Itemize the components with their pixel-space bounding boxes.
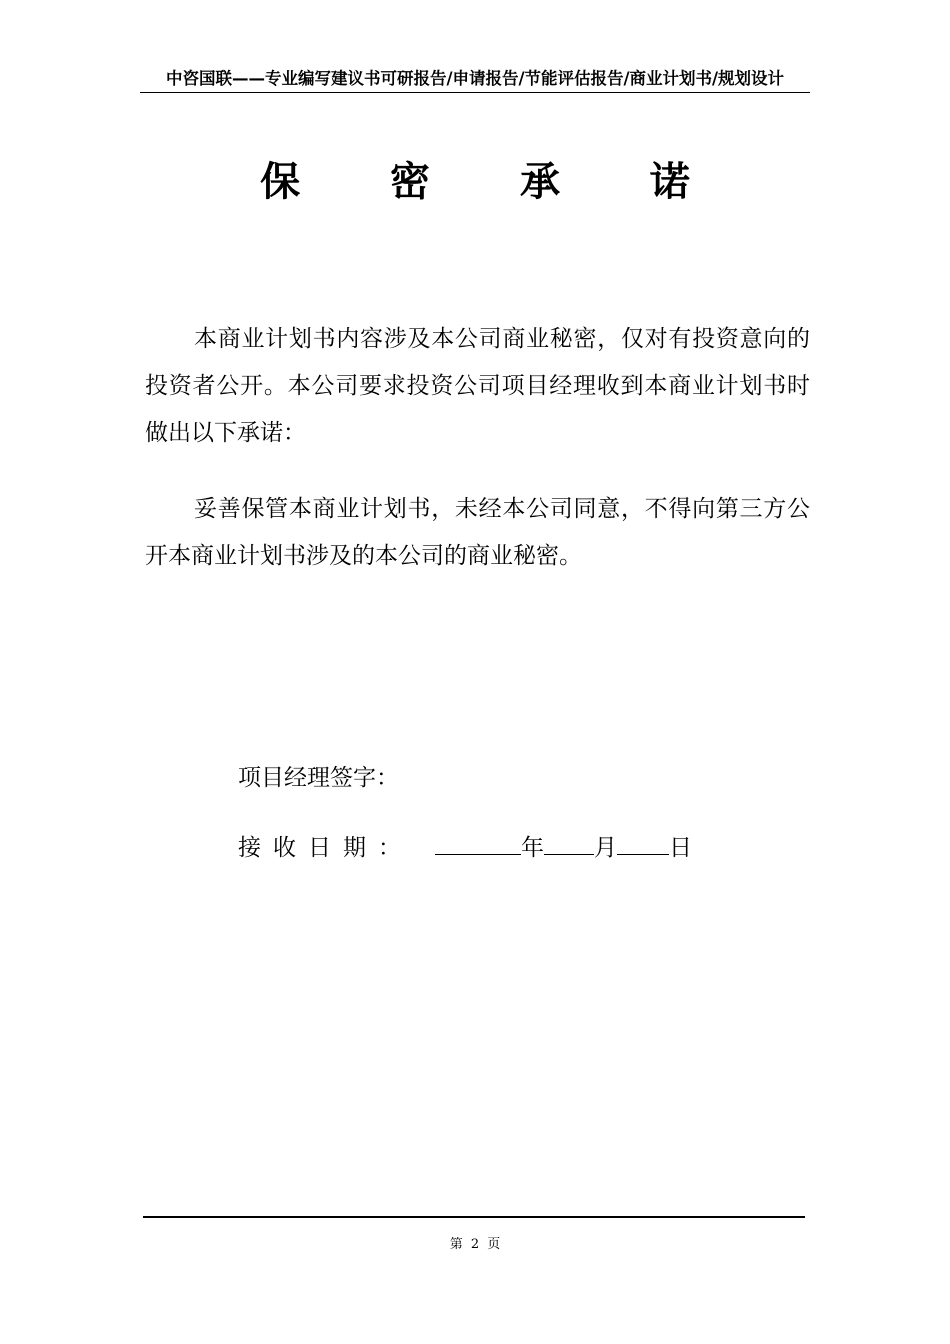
receipt-date-row xyxy=(238,830,692,864)
document-title: 保 密 承 诺 xyxy=(260,158,728,205)
month-unit: 月 xyxy=(594,835,617,861)
body-paragraph-1: 本商业计划书内容涉及本公司商业秘密，仅对有投资意向的投资者公开。本公司要求投资公司项目经理收到本商业计划书时做出以下承诺： xyxy=(145,326,810,446)
year-unit: 年 xyxy=(521,835,544,861)
footer-divider xyxy=(143,1216,805,1218)
page-number: 第 2 页 xyxy=(449,1237,501,1252)
body-paragraph-2: 妥善保管本商业计划书，未经本公司同意，不得向第三方公开本商业计划书涉及的本公司的商业秘密。 xyxy=(145,496,810,569)
header-divider xyxy=(140,92,810,93)
manager-signature-label: 项目经理签字： xyxy=(238,765,399,791)
day-unit: 日 xyxy=(669,835,692,861)
year-blank-line xyxy=(435,830,521,855)
receipt-date-label: 接收日期： xyxy=(238,835,413,861)
page-header: 中咨国联——专业编写建议书可研报告/申请报告/节能评估报告/商业计划书/规划设计 xyxy=(165,69,785,88)
day-blank-line xyxy=(617,830,669,855)
month-blank-line xyxy=(544,830,594,855)
